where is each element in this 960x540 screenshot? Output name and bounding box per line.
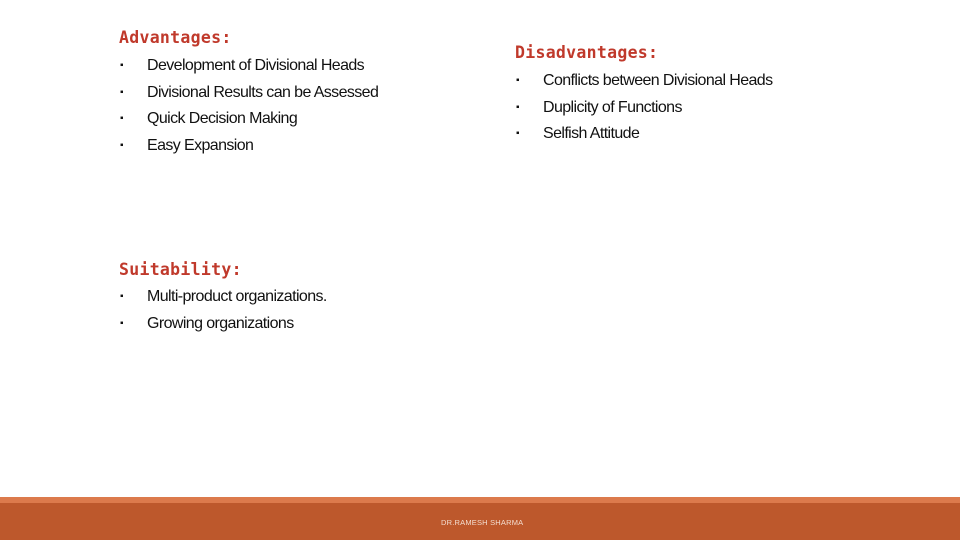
suitability-text: Growing organizations	[147, 314, 294, 332]
disadvantage-text: Selfish Attitude	[543, 125, 640, 142]
advantages-list	[120, 53, 378, 159]
advantages-heading: Advantages:	[119, 28, 232, 47]
advantage-text: Divisional Results can be Assessed	[147, 83, 379, 101]
bullet-icon: ▪	[516, 128, 519, 139]
advantage-text: Easy Expansion	[147, 136, 254, 154]
suitability-heading: Suitability:	[119, 260, 242, 279]
bullet-icon: ▪	[120, 139, 123, 151]
suitability-text: Multi-product organizations.	[147, 288, 327, 305]
bullet-icon: ▪	[120, 113, 123, 124]
list-item	[120, 311, 327, 338]
disadvantages-heading: Disadvantages:	[515, 43, 659, 62]
list-item	[516, 95, 773, 122]
list-item	[120, 106, 378, 133]
footer-author: DR.RAMESH SHARMA	[441, 518, 524, 527]
disadvantage-text: Conflicts between Divisional Heads	[543, 72, 773, 89]
list-item	[120, 80, 378, 107]
list-item	[120, 53, 378, 80]
bullet-icon: ▪	[516, 101, 519, 113]
list-item	[120, 284, 327, 311]
advantage-text: Development of Divisional Heads	[147, 57, 365, 74]
list-item	[516, 68, 773, 95]
list-item	[516, 121, 773, 148]
bullet-icon: ▪	[120, 317, 123, 329]
list-item	[120, 133, 378, 160]
disadvantages-list	[516, 68, 773, 148]
bullet-icon: ▪	[120, 291, 123, 302]
bullet-icon: ▪	[516, 75, 519, 86]
bullet-icon: ▪	[120, 86, 123, 98]
bullet-icon: ▪	[120, 60, 123, 71]
advantage-text: Quick Decision Making	[147, 110, 298, 127]
disadvantage-text: Duplicity of Functions	[543, 98, 682, 116]
suitability-list	[120, 284, 327, 337]
